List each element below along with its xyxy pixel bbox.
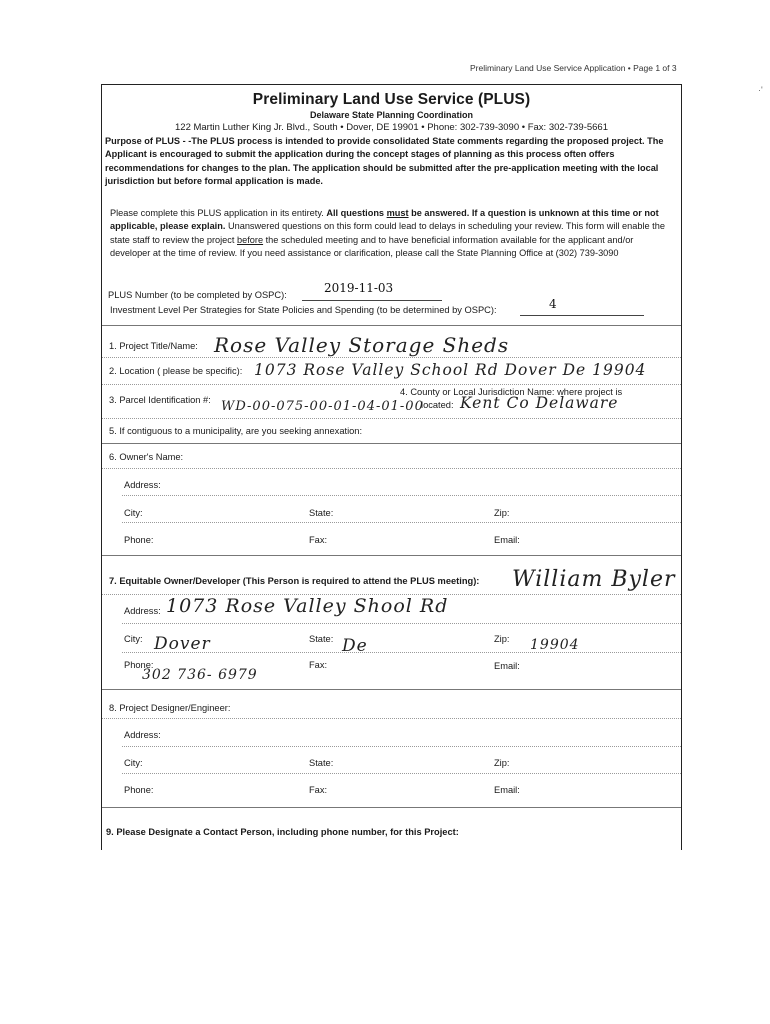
row-line: [122, 522, 681, 523]
row-line: [102, 468, 681, 469]
form-title: Preliminary Land Use Service (PLUS): [252, 91, 531, 108]
instructions-text-a: Please complete this PLUS application in its entirety.: [110, 208, 327, 218]
designer-phone-label: Phone:: [124, 785, 154, 795]
developer-email-label: Email:: [494, 661, 520, 671]
q7-value[interactable]: William Byler: [512, 567, 676, 592]
instructions-text-d: Unanswered questions on this form could lead to delays in scheduling your review. This form will enable the state staff to review the project: [110, 221, 665, 245]
designer-fax-label: Fax:: [309, 785, 328, 795]
stray-mark: ·': [758, 85, 763, 95]
developer-zip-label: Zip:: [494, 634, 510, 644]
plus-number-underline: [302, 300, 442, 301]
q1-label: 1. Project Title/Name:: [109, 341, 198, 351]
q2-value[interactable]: 1073 Rose Valley School Rd Dover De 19904: [254, 361, 647, 379]
row-line: [102, 718, 681, 719]
form-subtitle: Delaware State Planning Coordination: [309, 110, 474, 120]
owner-state-label: State:: [309, 508, 334, 518]
page-header-note: Preliminary Land Use Service Application • Page 1 of 3: [470, 63, 677, 73]
row-line: [102, 357, 681, 358]
investment-level-underline: [520, 315, 644, 316]
q4-value[interactable]: Kent Co Delaware: [460, 394, 619, 412]
designer-zip-label: Zip:: [494, 758, 510, 768]
row-line: [102, 555, 681, 556]
developer-city-label: City:: [124, 634, 143, 644]
row-line: [102, 807, 681, 808]
developer-phone-label: Phone:: [124, 660, 154, 670]
plus-number-label: PLUS Number (to be completed by OSPC):: [108, 290, 287, 300]
owner-fax-label: Fax:: [309, 535, 328, 545]
q3-label: 3. Parcel Identification #:: [109, 395, 211, 405]
owner-city-label: City:: [124, 508, 143, 518]
row-line: [102, 384, 681, 385]
owner-phone-label: Phone:: [124, 535, 154, 545]
row-line: [122, 623, 681, 624]
q4-label: 4. County or Local Jurisdiction Name: where project is: [400, 387, 623, 397]
section-divider: [102, 325, 681, 326]
instructions-paragraph: [110, 207, 675, 261]
designer-email-label: Email:: [494, 785, 520, 795]
row-line: [122, 495, 681, 496]
designer-city-label: City:: [124, 758, 143, 768]
developer-fax-label: Fax:: [309, 660, 328, 670]
q3-value[interactable]: WD-00-075-00-01-04-01-00: [221, 399, 424, 414]
designer-address-label: Address:: [124, 730, 161, 740]
plus-number-value[interactable]: 2019-11-03: [324, 281, 394, 295]
q9-label: 9. Please Designate a Contact Person, including phone number, for this Project:: [106, 827, 459, 837]
instructions-before: before: [237, 234, 264, 245]
q1-value[interactable]: Rose Valley Storage Sheds: [214, 333, 510, 357]
plus-form: [101, 84, 682, 850]
row-line: [102, 443, 681, 444]
investment-level-value[interactable]: 4: [549, 297, 557, 311]
q4-label-located: located:: [421, 400, 454, 410]
row-line: [102, 689, 681, 690]
q7-label: 7. Equitable Owner/Developer (This Person is required to attend the PLUS meeting):: [109, 576, 480, 586]
q8-label: 8. Project Designer/Engineer:: [109, 703, 231, 713]
q2-label: 2. Location ( please be specific):: [109, 366, 243, 376]
instructions-text-e: the scheduled meeting and to have beneficial information available for the applicant and/or developer at the time of review. If you need assistance or clarification, please call the State Planning Office at (302) 739-3090: [110, 234, 634, 259]
developer-state-value[interactable]: De: [342, 636, 368, 656]
designer-state-label: State:: [309, 758, 334, 768]
row-line: [102, 418, 681, 419]
instructions-text-c: be answered. If a question is unknown at this time or not applicable, please explain.: [110, 208, 659, 232]
instructions-text-b: All questions: [326, 208, 387, 218]
row-line: [122, 773, 681, 774]
developer-city-value[interactable]: Dover: [154, 634, 211, 654]
developer-zip-value[interactable]: 19904: [530, 637, 580, 653]
investment-level-label: Investment Level Per Strategies for State Policies and Spending (to be determined by OSPC):: [110, 305, 497, 315]
row-line: [122, 746, 681, 747]
developer-address-label: Address:: [124, 606, 161, 616]
purpose-paragraph: Purpose of PLUS - -The PLUS process is intended to provide consolidated State comments regarding the proposed project. The Applicant is encouraged to submit the application during the concept stages of planning as this process often offers recommendations for changes to the plan. The application should be submitted after the pre-application meeting with the local jurisdiction but before formal application is made.: [105, 136, 664, 187]
q5-label: 5. If contiguous to a municipality, are you seeking annexation:: [109, 426, 363, 436]
owner-zip-label: Zip:: [494, 508, 510, 518]
office-address: 122 Martin Luther King Jr. Blvd., South • Dover, DE 19901 • Phone: 302-739-3090 • Fax: 302-739-5661: [175, 122, 608, 133]
instructions-must: must: [386, 208, 409, 218]
developer-address-value[interactable]: 1073 Rose Valley Shool Rd: [166, 595, 449, 617]
developer-phone-value[interactable]: 302 736- 6979: [142, 667, 258, 683]
owner-email-label: Email:: [494, 535, 520, 545]
owner-address-label: Address:: [124, 480, 161, 490]
row-line: [122, 652, 681, 653]
developer-state-label: State:: [309, 634, 334, 644]
q6-label: 6. Owner's Name:: [109, 452, 184, 462]
